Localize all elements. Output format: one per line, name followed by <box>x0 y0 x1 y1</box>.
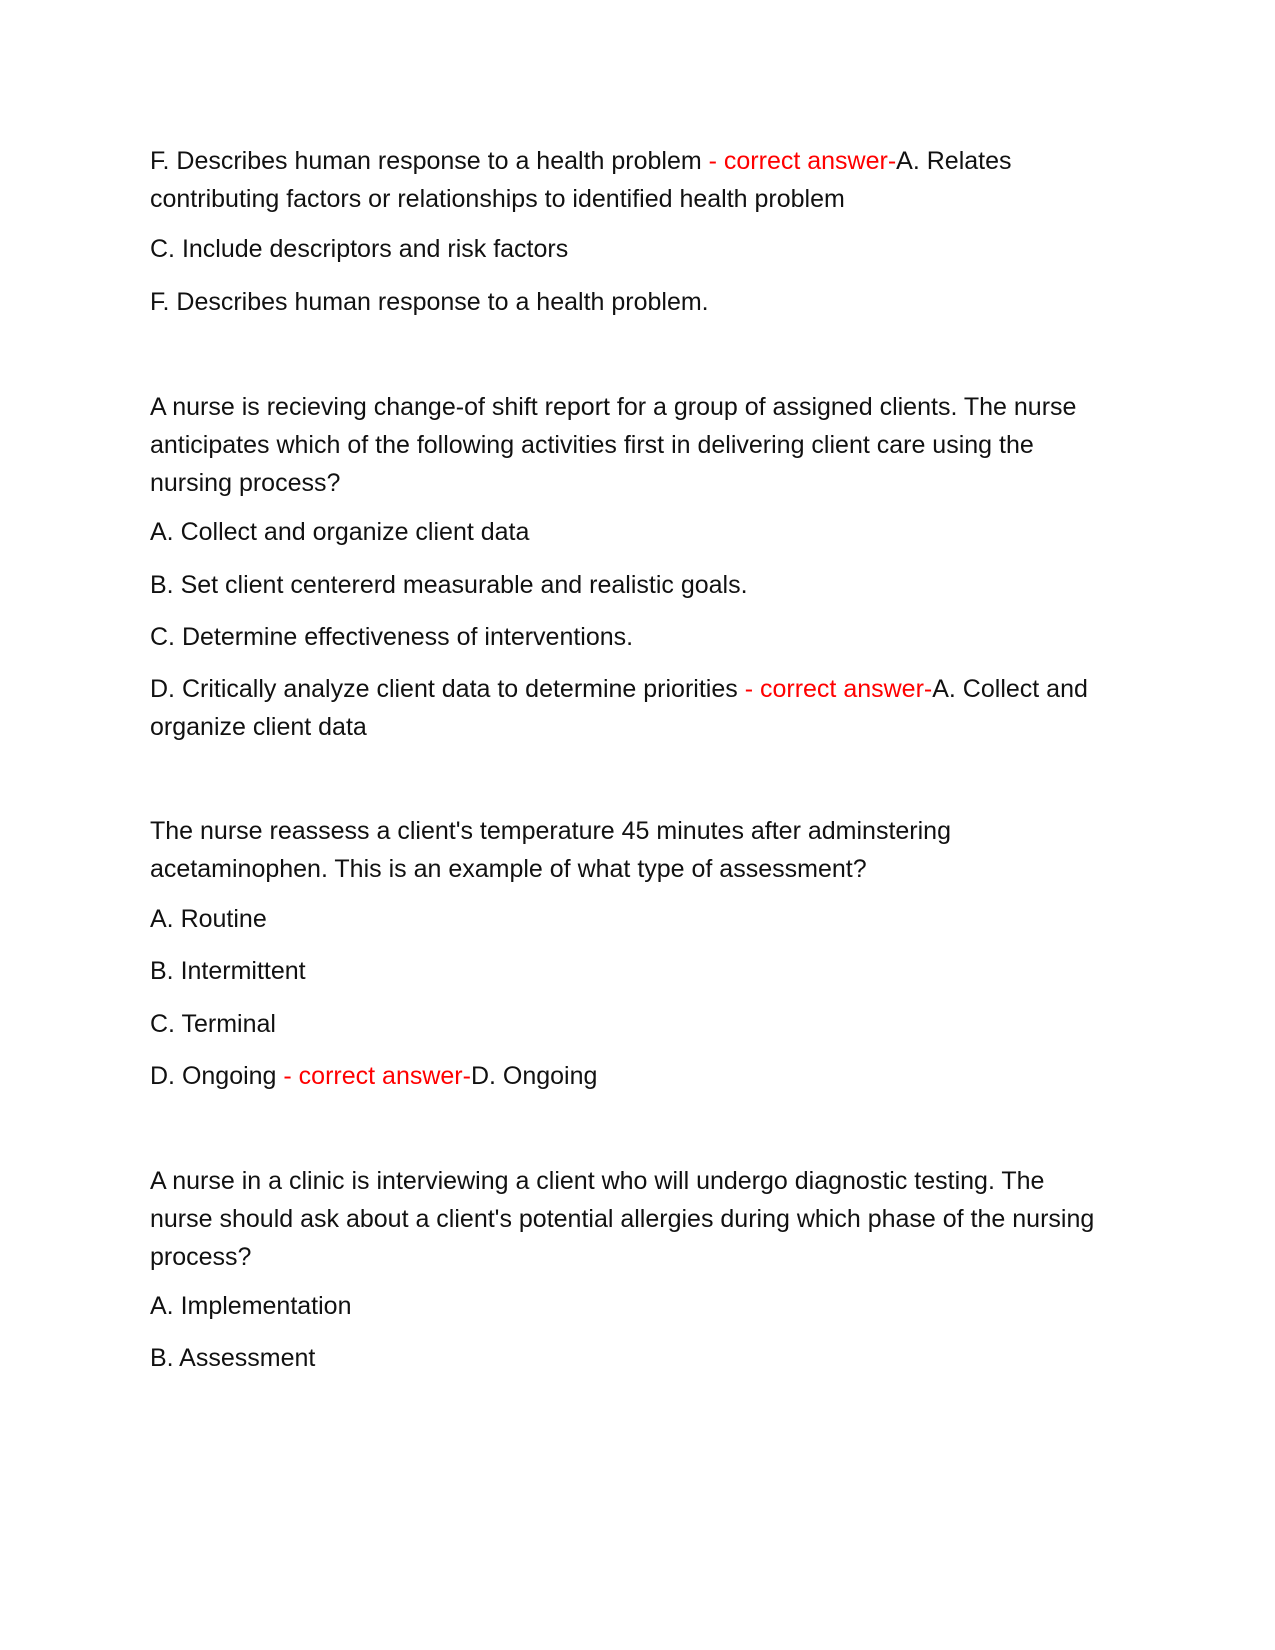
option-f: F. Describes human response to a health problem. <box>150 288 709 316</box>
q2-option-d-text: D. Ongoing <box>150 1062 277 1090</box>
correct-answer-marker: - correct answer- <box>737 675 933 703</box>
question-3: A nurse in a clinic is interviewing a client who will undergo diagnostic testing. The nurse should ask about a client's potential allergies during which phase of the nursing process? <box>150 1167 1095 1271</box>
q2-option-c: C. Terminal <box>150 1010 276 1038</box>
correct-answer-marker: - correct answer- <box>701 147 897 175</box>
option-f-text: F. Describes human response to a health problem <box>150 147 702 175</box>
question-2: The nurse reassess a client's temperature 45 minutes after adminstering acetaminophen. This is an example of what type of assessment? <box>150 817 951 883</box>
q1-option-b: B. Set client centererd measurable and realistic goals. <box>150 571 748 599</box>
q1-option-c: C. Determine effectiveness of interventions. <box>150 623 634 651</box>
q3-option-b: B. Assessment <box>150 1344 316 1372</box>
q2-option-d <box>150 1057 1110 1095</box>
correct-answer-text: A. Relates contributing factors or relationships to identified health problem <box>150 147 1012 213</box>
q1-option-a: A. Collect and organize client data <box>150 518 530 546</box>
correct-answer-text: D. Ongoing <box>470 1062 598 1090</box>
q1-option-d <box>150 670 1110 746</box>
q2-option-a: A. Routine <box>150 905 267 933</box>
previous-answer-line <box>150 142 1110 218</box>
option-c: C. Include descriptors and risk factors <box>150 235 569 263</box>
q1-option-d-text: D. Critically analyze client data to determine priorities <box>150 675 738 703</box>
question-1: A nurse is recieving change-of shift report for a group of assigned clients. The nurse anticipates which of the following activities first in delivering client care using the nursing process? <box>150 393 1077 497</box>
correct-answer-marker: - correct answer- <box>276 1062 471 1090</box>
q3-option-a: A. Implementation <box>150 1292 352 1320</box>
correct-answer-text: A. Collect and organize client data <box>150 675 1088 741</box>
q2-option-b: B. Intermittent <box>150 957 306 985</box>
